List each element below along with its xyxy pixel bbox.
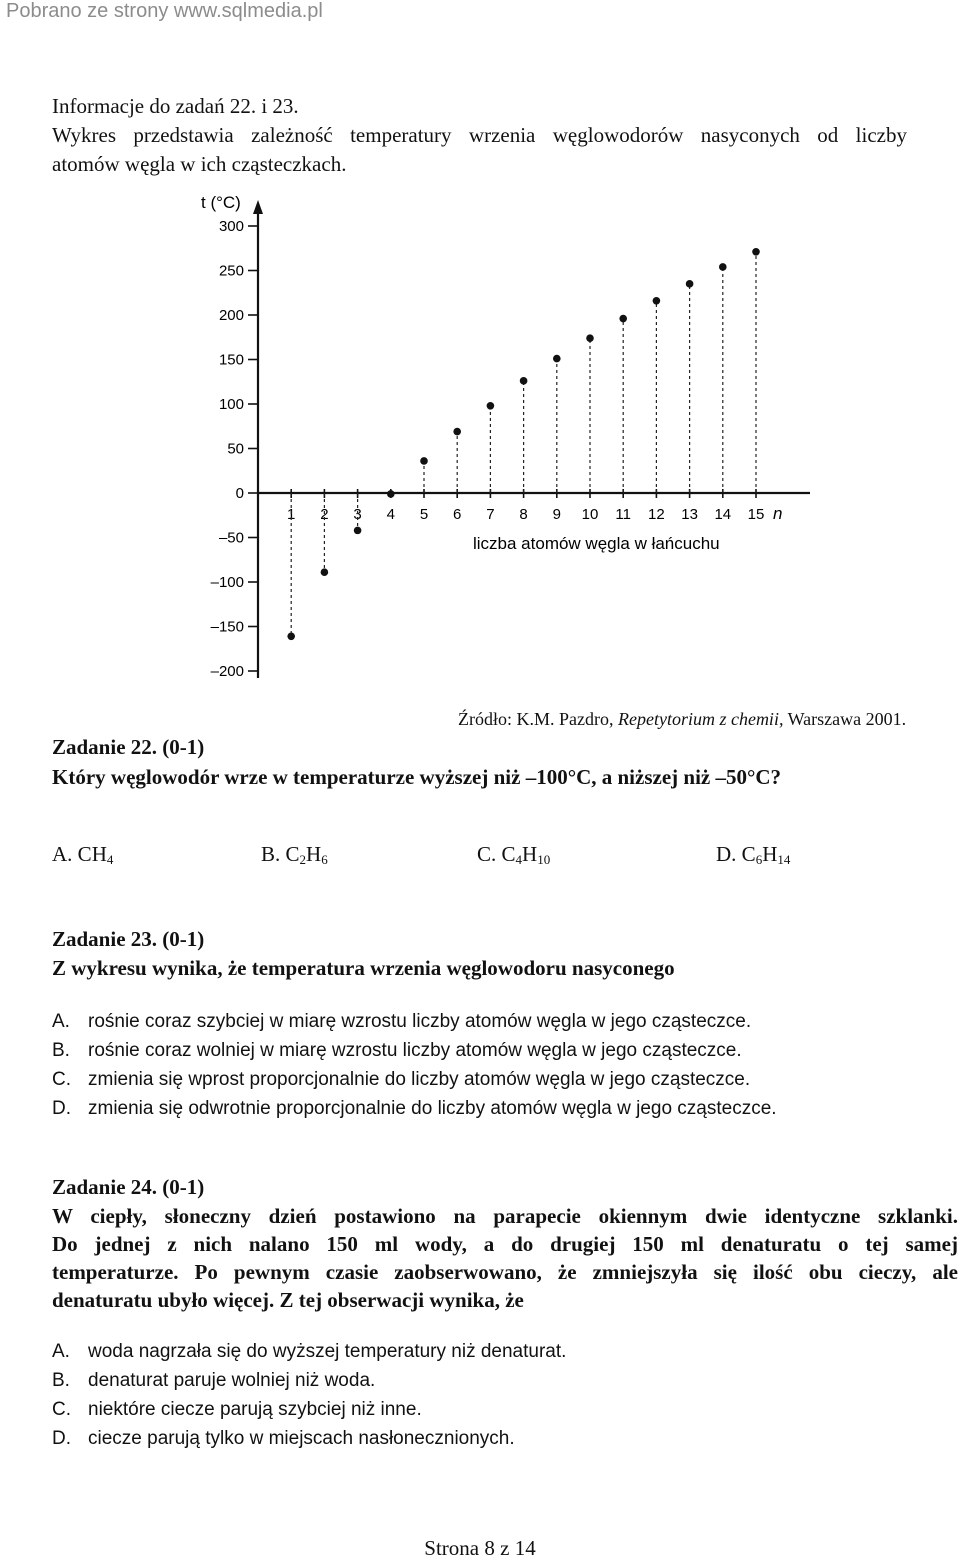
x-tick-label: 14 <box>714 506 732 523</box>
x-tick-label: 5 <box>419 506 429 523</box>
task23-option-c[interactable] <box>52 1065 777 1094</box>
task22-option-a[interactable] <box>52 842 113 868</box>
option-text: rośnie coraz wolniej w miarę wzrostu liczby atomów węgla w jego cząsteczce. <box>88 1040 742 1061</box>
question-line: Do jednej z nich nalano 150 ml wody, a do drugiej 150 ml denaturatu o tej samej <box>52 1232 958 1256</box>
y-tick-label: 50 <box>227 440 244 458</box>
x-tick-label: 1 <box>287 506 296 523</box>
intro-line: Wykres przedstawia zależność temperatury wrzenia węglowodorów nasyconych od liczby <box>52 123 907 147</box>
x-axis-name: n <box>773 504 783 523</box>
x-axis-label: liczba atomów węgla w łańcuchu <box>473 534 720 553</box>
task23-option-d[interactable] <box>52 1094 777 1123</box>
formula-element: H <box>306 842 322 866</box>
x-tick-label: 7 <box>486 506 495 523</box>
formula-element: C <box>501 842 516 866</box>
formula-element: H <box>522 842 538 866</box>
data-point <box>586 334 594 342</box>
y-tick-label: –200 <box>210 663 244 680</box>
option-letter: C. <box>52 1069 71 1090</box>
task22-title: Zadanie 22. (0-1) <box>52 735 205 759</box>
y-axis-label: t (°C) <box>201 193 241 212</box>
task23-option-a[interactable] <box>52 1007 777 1036</box>
intro-line: atomów węgla w ich cząsteczkach. <box>52 152 347 176</box>
question-line: temperaturze. Po pewnym czasie zaobserwowano, że zmniejszyła się ilość obu cieczy, ale <box>52 1260 958 1284</box>
option-letter: C. <box>52 1399 71 1420</box>
formula-subscript: 10 <box>537 852 551 867</box>
task24-question <box>52 1202 958 1314</box>
task24-option-c[interactable] <box>52 1395 566 1424</box>
data-point <box>287 632 295 640</box>
data-point <box>686 280 694 288</box>
option-text: zmienia się wprost proporcjonalnie do liczby atomów węgla w jego cząsteczce. <box>88 1069 751 1090</box>
formula-element: C <box>285 842 300 866</box>
task24-options <box>52 1337 566 1453</box>
chart-axes <box>253 200 810 678</box>
option-text: ciecze parują tylko w miejscach nasłonecznionych. <box>88 1428 515 1449</box>
data-point <box>653 297 661 305</box>
y-tick-label: 200 <box>218 307 244 324</box>
source-citation <box>458 707 906 731</box>
boiling-point-chart <box>195 190 810 690</box>
option-letter: B. <box>52 1370 70 1391</box>
x-tick-label: 9 <box>552 506 561 523</box>
option-letter: B. <box>52 1040 70 1061</box>
source-title: Repetytorium z chemii, <box>617 709 784 729</box>
option-letter: A. <box>52 1011 70 1032</box>
drop-lines <box>291 252 756 636</box>
task22-question: Który węglowodór wrze w temperaturze wyższej niż –100°C, a niższej niż –50°C? <box>52 765 782 789</box>
option-text: denaturat paruje wolniej niż woda. <box>88 1370 376 1391</box>
x-tick-label: 4 <box>386 506 395 523</box>
y-tick-label: 150 <box>218 351 244 369</box>
task23-option-b[interactable] <box>52 1036 777 1065</box>
source-suffix: Warszawa 2001. <box>783 709 907 729</box>
option-letter: D. <box>52 1428 71 1449</box>
option-letter: D. <box>52 1098 71 1119</box>
y-tick-label: 300 <box>218 218 244 235</box>
option-letter: B. <box>261 842 286 866</box>
y-axis-arrow <box>253 200 263 214</box>
formula-subscript: 4 <box>515 852 523 867</box>
option-letter: A. <box>52 842 78 866</box>
x-tick-label: 15 <box>747 506 765 523</box>
x-tick-label: 6 <box>453 506 462 523</box>
data-point <box>487 402 495 410</box>
option-text: rośnie coraz szybciej w miarę wzrostu liczby atomów węgla w jego cząsteczce. <box>88 1011 752 1032</box>
data-point <box>619 315 627 323</box>
data-point <box>752 248 760 256</box>
task23-title: Zadanie 23. (0-1) <box>52 927 205 951</box>
task24-option-a[interactable] <box>52 1337 566 1366</box>
x-tick-label: 2 <box>320 506 329 523</box>
option-text: woda nagrzała się do wyższej temperatury niż denaturat. <box>88 1341 567 1362</box>
option-text: zmienia się odwrotnie proporcjonalnie do liczby atomów węgla w jego cząsteczce. <box>88 1098 777 1119</box>
question-line: W ciepły, słoneczny dzień postawiono na parapecie okiennym dwie identyczne szklanki. <box>52 1204 958 1228</box>
formula-subscript: 2 <box>299 852 307 867</box>
formula-element: H <box>91 842 107 866</box>
y-tick-label: 250 <box>218 262 244 280</box>
data-point <box>387 490 395 498</box>
task24-title: Zadanie 24. (0-1) <box>52 1175 205 1199</box>
source-prefix: Źródło: K.M. Pazdro, <box>458 709 618 729</box>
formula-element: C <box>77 842 92 866</box>
x-tick-label: 13 <box>681 506 698 523</box>
x-tick-label: 12 <box>648 506 665 523</box>
question-line: denaturatu ubyło więcej. Z tej obserwacji wynika, że <box>52 1288 524 1312</box>
data-point <box>453 428 461 436</box>
formula-subscript: 14 <box>777 852 791 867</box>
formula-subscript: 6 <box>321 852 328 867</box>
intro-paragraph <box>52 92 907 179</box>
task22-option-d[interactable] <box>716 842 790 868</box>
watermark: Pobrano ze strony www.sqlmedia.pl <box>6 0 323 22</box>
y-tick-label: –100 <box>210 574 244 591</box>
data-point <box>719 263 727 271</box>
y-tick-label: 100 <box>218 396 244 413</box>
formula-subscript: 4 <box>106 852 114 867</box>
y-tick-label: –150 <box>210 618 244 636</box>
data-point <box>553 355 561 363</box>
task24-option-b[interactable] <box>52 1366 566 1395</box>
data-point <box>321 568 329 576</box>
intro-heading: Informacje do zadań 22. i 23. <box>52 94 299 118</box>
option-letter: D. <box>716 842 742 866</box>
y-tick-label: 0 <box>235 485 244 502</box>
formula-subscript: 6 <box>755 852 763 867</box>
task23-options <box>52 1007 777 1123</box>
data-point <box>354 527 362 535</box>
x-tick-label: 8 <box>519 506 528 523</box>
chart-svg <box>195 190 810 690</box>
task22-option-c[interactable] <box>477 842 550 868</box>
task22-option-b[interactable] <box>261 842 328 868</box>
x-tick-label: 10 <box>581 506 599 523</box>
x-tick-label: 3 <box>353 506 362 523</box>
formula-element: C <box>741 842 756 866</box>
formula-element: H <box>762 842 778 866</box>
option-letter: A. <box>52 1341 70 1362</box>
page-footer: Strona 8 z 14 <box>424 1536 536 1560</box>
data-point <box>520 377 528 385</box>
data-point <box>420 457 428 465</box>
option-text: niektóre ciecze parują szybciej niż inne. <box>88 1399 422 1420</box>
y-ticks <box>211 218 258 680</box>
task23-question: Z wykresu wynika, że temperatura wrzenia węglowodoru nasyconego <box>52 956 675 980</box>
task24-option-d[interactable] <box>52 1424 566 1453</box>
y-tick-label: –50 <box>218 529 244 547</box>
x-tick-label: 11 <box>615 506 631 523</box>
task22-options <box>52 842 832 872</box>
option-letter: C. <box>477 842 502 866</box>
